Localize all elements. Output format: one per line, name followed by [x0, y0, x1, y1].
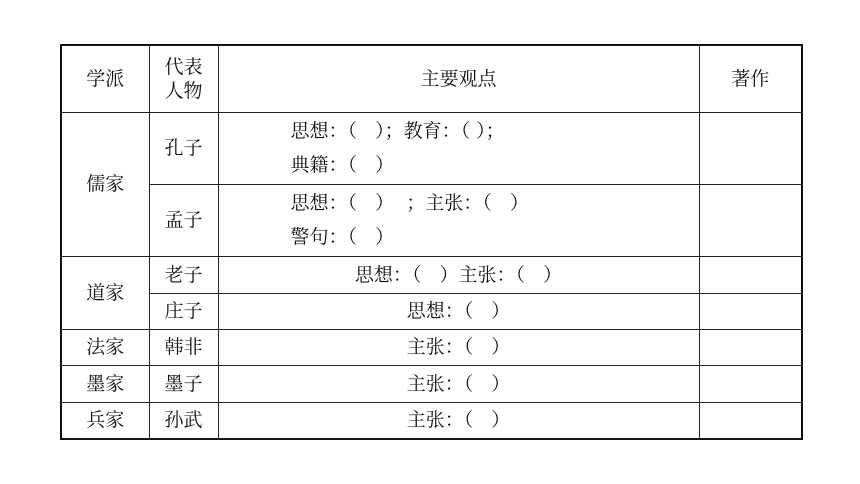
table-header-row	[61, 45, 802, 112]
table-row	[61, 329, 802, 365]
school-cell-bing: 兵家	[61, 402, 149, 439]
figure-cell-hanfei: 韩非	[149, 329, 218, 365]
school-cell-dao: 道家	[61, 256, 149, 329]
figure-cell-zhuangzi: 庄子	[149, 293, 218, 329]
header-school: 学派	[61, 45, 149, 112]
works-cell-mengzi	[699, 184, 802, 256]
views-cell-laozi: 思想：（ ）主张：（ ）	[218, 256, 699, 293]
works-cell-mozi	[699, 365, 802, 402]
header-figure: 代表 人物	[149, 45, 218, 112]
views-cell-kongzi	[218, 112, 699, 184]
table-row	[61, 402, 802, 439]
figure-cell-sunwu: 孙武	[149, 402, 218, 439]
views-cell-mozi: 主张：（ ）	[218, 365, 699, 402]
header-views: 主要观点	[218, 45, 699, 112]
views-line: 警句：（ ）	[290, 226, 395, 248]
schools-table	[60, 44, 803, 440]
views-line: 典籍：（ ）	[290, 154, 395, 176]
figure-cell-kongzi: 孔子	[149, 112, 218, 184]
table-row	[61, 256, 802, 293]
views-cell-zhuangzi: 思想：（ ）	[218, 293, 699, 329]
figure-cell-mozi: 墨子	[149, 365, 218, 402]
works-cell-laozi	[699, 256, 802, 293]
header-works: 著作	[699, 45, 802, 112]
figure-cell-laozi: 老子	[149, 256, 218, 293]
table-row	[61, 112, 802, 184]
views-cell-mengzi	[218, 184, 699, 256]
views-cell-sunwu: 主张：（ ）	[218, 402, 699, 439]
works-cell-kongzi	[699, 112, 802, 184]
table-row	[61, 365, 802, 402]
school-cell-ru: 儒家	[61, 112, 149, 256]
table-row	[61, 184, 802, 256]
views-cell-hanfei: 主张：（ ）	[218, 329, 699, 365]
figure-cell-mengzi: 孟子	[149, 184, 218, 256]
table-row	[61, 293, 802, 329]
views-line: 思想：（ ）；教育：（ ）；	[290, 120, 505, 142]
school-cell-fa: 法家	[61, 329, 149, 365]
works-cell-sunwu	[699, 402, 802, 439]
works-cell-hanfei	[699, 329, 802, 365]
school-cell-mo: 墨家	[61, 365, 149, 402]
works-cell-zhuangzi	[699, 293, 802, 329]
views-line: 思想：（ ） ；主张：（ ）	[290, 192, 529, 214]
